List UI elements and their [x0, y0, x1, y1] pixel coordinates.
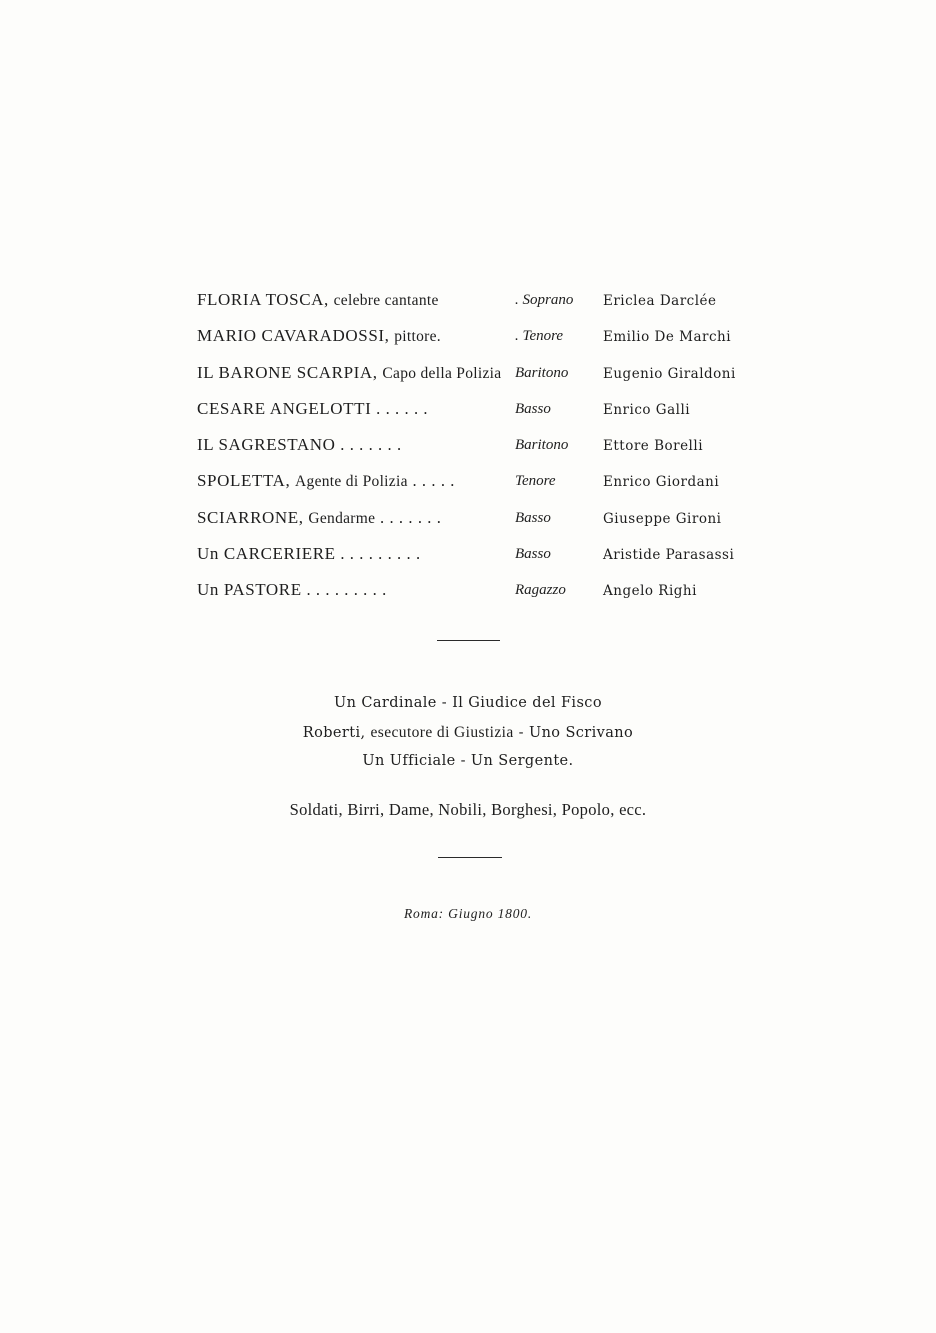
voice-type: Basso — [515, 509, 551, 526]
voice-type: Baritono — [515, 364, 569, 381]
dot-leader: . . . . . — [412, 471, 456, 491]
role-tosca — [197, 288, 439, 313]
role-sciarrone — [197, 506, 441, 531]
role-carceriere — [197, 542, 421, 566]
section-divider — [438, 857, 502, 858]
voice-type: Basso — [515, 400, 551, 417]
cast-row-pastore — [197, 578, 757, 614]
role-name: IL BARONE SCARPIA, — [197, 362, 378, 382]
role-name: IL SAGRESTANO — [197, 435, 336, 455]
minor-roles-line-2 — [0, 724, 936, 742]
singer-name: Giuseppe Gironi — [603, 510, 722, 527]
dot-leader: . . . . . . . . . — [306, 580, 387, 600]
role-description: Gendarme — [308, 509, 376, 527]
role-sagrestano — [197, 433, 402, 457]
minor-roles-line-3: Un Ufficiale - Un Sergente. — [362, 753, 574, 769]
role-name: CESARE ANGELOTTI — [197, 398, 372, 418]
voice-type: . Soprano — [515, 292, 574, 308]
dot-leader: . . . . . . . — [340, 435, 402, 455]
role-name: FLORIA TOSCA, — [197, 290, 329, 309]
dot-leader: . . . . . . . . . — [340, 544, 421, 564]
singer-name: Emilio De Marchi — [603, 329, 732, 346]
voice-type: Baritono — [515, 437, 569, 454]
singer-name: Ettore Borelli — [603, 438, 704, 455]
role-name: SPOLETTA, — [197, 471, 291, 491]
cast-row-cavaradossi — [197, 324, 757, 360]
section-divider — [437, 640, 500, 641]
role-description: celebre cantante — [333, 292, 439, 309]
cast-row-tosca — [197, 288, 757, 324]
role-angelotti — [197, 397, 428, 421]
singer-name: Ericlea Darclée — [603, 293, 717, 309]
role-pastore — [197, 578, 387, 602]
voice-type: Tenore — [515, 473, 556, 490]
minor-role-name: Roberti, — [302, 725, 366, 741]
role-cavaradossi — [197, 324, 441, 349]
singer-name: Aristide Parasassi — [603, 547, 735, 564]
role-name: SCIARRONE, — [197, 507, 304, 527]
cast-row-angelotti — [197, 397, 757, 433]
cast-row-spoletta — [197, 469, 757, 505]
singer-name: Angelo Righi — [603, 583, 697, 600]
voice-type: Basso — [515, 546, 551, 563]
cast-row-scarpia — [197, 361, 757, 397]
role-name: Un PASTORE — [197, 580, 302, 600]
role-description: pittore. — [394, 328, 441, 346]
cast-list — [197, 288, 757, 615]
role-name: MARIO CAVARADOSSI, — [197, 326, 390, 346]
singer-name: Enrico Galli — [603, 401, 691, 418]
role-spoletta — [197, 469, 455, 494]
minor-roles-line-1: Un Cardinale - Il Giudice del Fisco — [334, 695, 602, 711]
setting-line: Roma: Giugno 1800. — [403, 906, 533, 921]
cast-row-sciarrone — [197, 506, 757, 542]
singer-name: Enrico Giordani — [603, 474, 720, 491]
role-scarpia — [197, 361, 501, 386]
cast-row-carceriere — [197, 542, 757, 578]
voice-type: . Tenore — [515, 328, 564, 345]
minor-role-description: esecutore di Giustizia — [370, 724, 514, 741]
role-description: Agente di Polizia — [295, 473, 408, 491]
dot-leader: . . . . . . . — [380, 507, 442, 527]
chorus-list: Soldati, Birri, Dame, Nobili, Borghesi, Popolo, ecc. — [289, 800, 647, 819]
singer-name: Eugenio Giraldoni — [603, 365, 736, 382]
voice-type: Ragazzo — [515, 582, 566, 599]
role-name: Un CARCERIERE — [197, 544, 336, 564]
cast-row-sagrestano — [197, 433, 757, 469]
dot-leader: . . . . . . — [376, 398, 429, 418]
minor-role-rest: - Uno Scrivano — [518, 725, 634, 741]
role-description: Capo della Polizia — [382, 364, 502, 382]
